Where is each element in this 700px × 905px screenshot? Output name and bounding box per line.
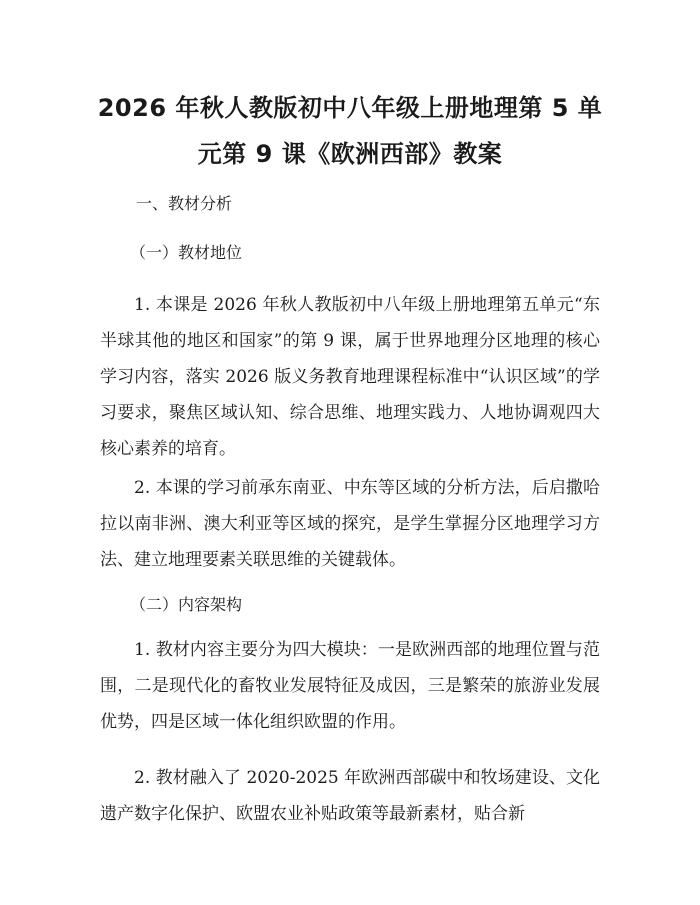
paragraph-4: 2. 教材融入了 2020-2025 年欧洲西部碳中和牧场建设、文化遗产数字化保护、欧盟农业补贴政策等最新素材，贴合新 bbox=[100, 768, 600, 824]
subsection-heading-structure: （二）内容架构 bbox=[130, 595, 243, 614]
paragraph-1: 1. 本课是 2026 年秋人教版初中八年级上册地理第五单元“东半球其他的地区和国家”的第 9 课，属于世界地理分区地理的核心学习内容，落实 2026 版义务教育地理课程标准中“认识区域”的学习要求，聚焦区域认知、综合思维、地理实践力、人地协调观四大核心素养的培育。 bbox=[100, 295, 600, 459]
subsection-heading-position: （一）教材地位 bbox=[130, 243, 243, 262]
document-title-line-2: 元第 9 课《欧洲西部》教案 bbox=[197, 140, 503, 168]
paragraph-3: 1. 教材内容主要分为四大模块：一是欧洲西部的地理位置与范围，二是现代化的畜牧业发展特征及成因，三是繁荣的旅游业发展优势，四是区域一体化组织欧盟的作用。 bbox=[100, 640, 600, 732]
paragraph-2: 2. 本课的学习前承东南亚、中东等区域的分析方法，后启撒哈拉以南非洲、澳大利亚等区域的探究，是学生掌握分区地理学习方法、建立地理要素关联思维的关键载体。 bbox=[100, 478, 600, 570]
document-title-line-1: 2026 年秋人教版初中八年级上册地理第 5 单 bbox=[97, 94, 603, 122]
section-heading-analysis: 一、教材分析 bbox=[136, 194, 233, 213]
